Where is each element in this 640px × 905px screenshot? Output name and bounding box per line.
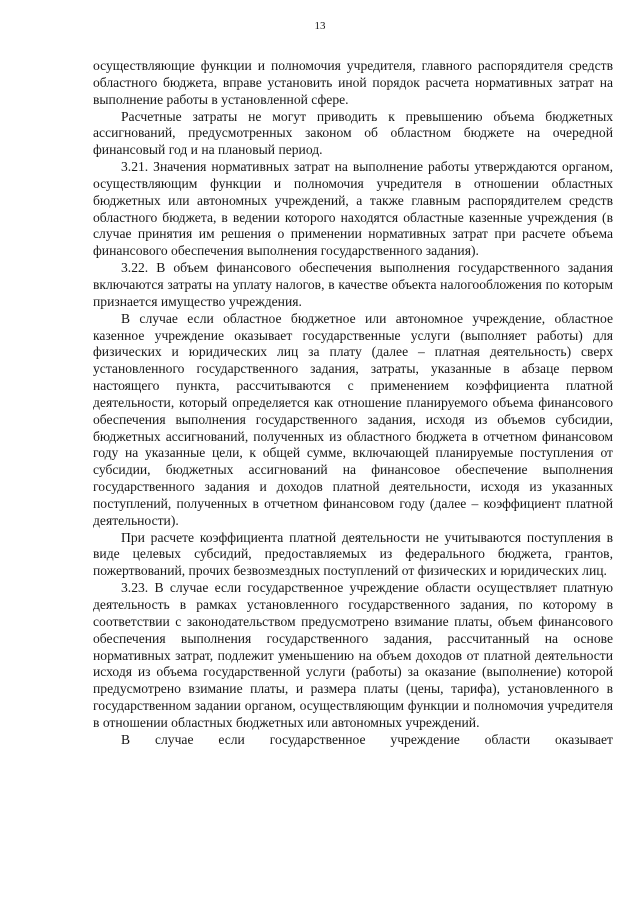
- paragraph-paid-activity: В случае если областное бюджетное или автономное учреждение, областное казенное учреждение оказывает государственные услуги (выполняет работы) для физических и юридических лиц за плату (далее – платная деятельность) сверх установленного государственного задания, затраты, указанные в абзаце первом настоящего пункта, рассчитываются с применением коэффициента платной деятельности, который определяется как отношение планируемого объема финансового обеспечения выполнения государственного задания, исходя из объемов субсидии, бюджетных ассигнований, полученных из областного бюджета в отчетном финансовом году на указанные цели, к общей сумме, включающей планируемые поступления от субсидии, бюджетных ассигнований на финансовое обеспечение выполнения государственного задания и доходов платной деятельности, исходя из указанных поступлений, полученных в отчетном финансовом году (далее – коэффициент платной деятельности).: [93, 310, 613, 528]
- paragraph-3-21: 3.21. Значения нормативных затрат на выполнение работы утверждаются органом, осуществляющим функции и полномочия учредителя в отношении областных бюджетных или автономных учреждений, а также главным распорядителем средств областного бюджета, в ведении которого находятся областные казенные учреждения (в случае принятия им решения о применении нормативных затрат при расчете объема финансового обеспечения выполнения государственного задания).: [93, 159, 613, 259]
- paragraph-3-23: 3.23. В случае если государственное учреждение области осуществляет платную деятельность в рамках установленного государственного задания, по которому в соответствии с законодательством предусмотрено взимание платы, объем финансового обеспечения выполнения государственного задания, рассчитанный на основе нормативных затрат, подлежит уменьшению на объем доходов от платной деятельности исходя из объема государственной услуги (работы) за оказание (выполнение) которой предусмотрено взимание платы, и размера платы (цены, тарифа), установленного в государственном задании органом, осуществляющим функции и полномочия учредителя в отношении областных бюджетных или автономных учреждений.: [93, 580, 613, 730]
- paragraph-estimated-costs: Расчетные затраты не могут приводить к превышению объема бюджетных ассигнований, предусмотренных законом об областном бюджете на очередной финансовый год и на плановый период.: [93, 108, 613, 158]
- page-number: 13: [314, 20, 326, 32]
- paragraph-coefficient-exclusions: При расчете коэффициента платной деятельности не учитываются поступления в виде целевых субсидий, предоставляемых из федерального бюджета, грантов, пожертвований, прочих безвозмездных поступлений от физических и юридических лиц.: [93, 529, 613, 579]
- paragraph-truncated: В случае если государственное учреждение области оказывает: [121, 731, 613, 747]
- paragraph-3-22: 3.22. В объем финансового обеспечения выполнения государственного задания включаются затраты на уплату налогов, в качестве объекта налогообложения по которым признается имущество учреждения.: [93, 260, 613, 309]
- paragraph-continuation: осуществляющие функции и полномочия учредителя, главного распорядителя средств областного бюджета, вправе установить иной порядок расчета нормативных затрат на выполнение работы в установленной сфере.: [93, 58, 613, 107]
